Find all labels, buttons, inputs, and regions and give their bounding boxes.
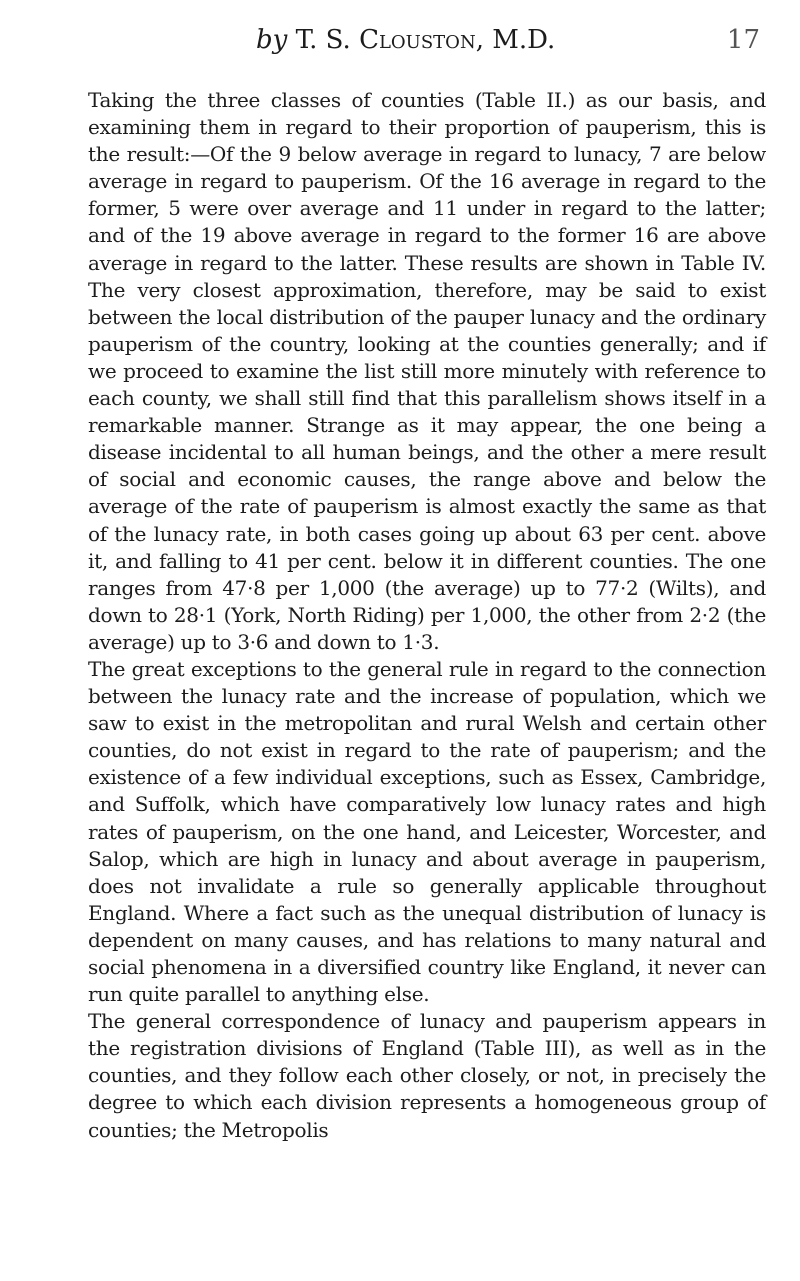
paragraph-2: The great exceptions to the general rule in regard to the connection between the lunacy rate and the increase of population, which we saw to exist in the metropolitan and rural Welsh and certain other counties, do not exist in regard to the rate of pauperism; and the existence of a few individual exceptions, such as Essex, Cambridge, and Suffolk, which have comparatively low lunacy rates and high rates of pauperism, on the one hand, and Leicester, Worcester, and Salop, which are high in lunacy and about average in pauperism, does not invalidate a rule so generally applicable throughout England. Where a fact such as the unequal distribution of lunacy is dependent on many causes, and has relations to many natural and social phenomena in a diversified country like England, it never can run quite parallel to anything else.: [88, 656, 766, 1007]
running-head: [88, 20, 768, 60]
page-number: 17: [726, 25, 760, 55]
running-head-author-name: T. S. Clouston, M.D.: [295, 25, 556, 55]
running-head-author: [256, 20, 555, 60]
body-text: [88, 87, 766, 1144]
paragraph-1: Taking the three classes of counties (Table II.) as our basis, and examining them in regard to their proportion of pauperism, this is the result:—Of the 9 below average in regard to lunacy, 7 are below average in regard to pauperism. Of the 16 average in regard to the former, 5 were over average and 11 under in regard to the latter; and of the 19 above average in regard to the former 16 are above average in regard to the latter. These results are shown in Table IV. The very closest approximation, therefore, may be said to exist between the local distribution of the pauper lunacy and the ordinary pauperism of the country, looking at the counties generally; and if we proceed to examine the list still more minutely with reference to each county, we shall still find that this parallelism shows itself in a remarkable manner. Strange as it may appear, the one being a disease incidental to all human beings, and the other a mere result of social and economic causes, the range above and below the average of the rate of pauperism is almost exactly the same as that of the lunacy rate, in both cases going up about 63 per cent. above it, and falling to 41 per cent. below it in different counties. The one ranges from 47·8 per 1,000 (the average) up to 77·2 (Wilts), and down to 28·1 (York, North Riding) per 1,000, the other from 2·2 (the average) up to 3·6 and down to 1·3.: [88, 88, 766, 654]
running-head-by: by: [256, 25, 288, 55]
paragraph-3: The general correspondence of lunacy and pauperism appears in the registration divisions of England (Table III), as well as in the counties, and they follow each other closely, or not, in precisely the degree to which each division represents a homogeneous group of counties; the Metropolis: [88, 1009, 766, 1142]
